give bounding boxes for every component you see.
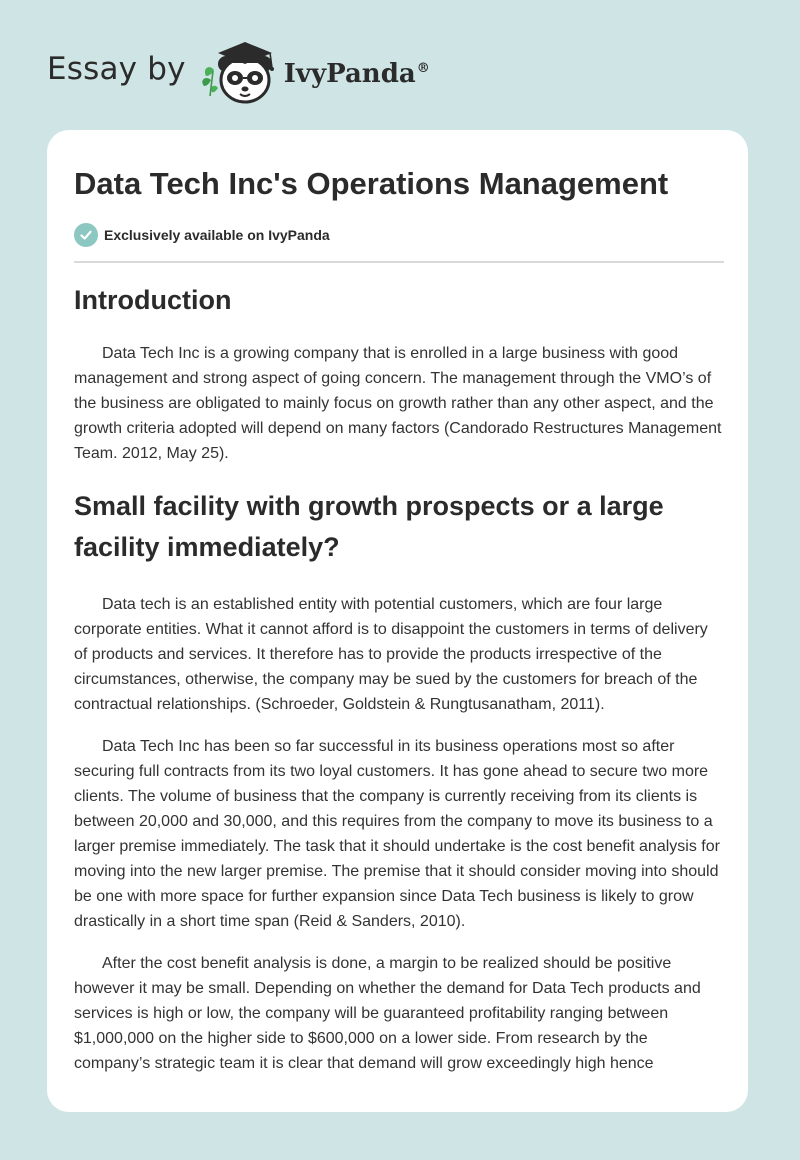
check-icon	[74, 223, 98, 247]
brand-prefix: Essay by	[47, 51, 186, 87]
essay-body	[74, 280, 724, 1076]
exclusive-badge	[74, 222, 330, 248]
exclusive-label: Exclusively available on IvyPanda	[104, 227, 330, 243]
essay-card	[47, 130, 748, 1112]
title-divider	[74, 261, 724, 263]
paragraph: Data Tech Inc is a growing company that is enrolled in a large business with good management and strong aspect of going concern. The management through the VMO’s of the business are obligated to mainly focus on growth rather than any other aspect, and the growth criteria adopted will depend on many factors (Candorado Restructures Management Team. 2012, May 25).	[74, 345, 722, 462]
section-heading: Small facility with growth prospects or a large facility immediately?	[74, 491, 664, 562]
section-facility	[74, 486, 724, 1076]
registered-mark: ®	[416, 61, 430, 77]
essay-title: Data Tech Inc's Operations Management	[74, 166, 669, 201]
brand-name-text: IvyPanda	[283, 59, 416, 89]
section-introduction	[74, 280, 724, 466]
brand-name	[284, 59, 430, 89]
panda-mascot-icon	[200, 38, 290, 108]
ivypanda-logo[interactable]	[200, 38, 290, 108]
paragraph: After the cost benefit analysis is done, a margin to be realized should be positive however it may be small. Depending on whether the demand for Data Tech products and services is high or low, the company will be guaranteed profitability ranging between $1,000,000 on the higher side to $600,000 on a lower side. From research by the company’s strategic team it is clear that demand will grow exceedingly high hence	[74, 955, 701, 1072]
section-heading: Introduction	[74, 285, 232, 315]
site-header	[47, 38, 430, 108]
paragraph: Data Tech Inc has been so far successful in its business operations most so after securing full contracts from its two loyal customers. It has gone ahead to secure two more clients. The volume of business that the company is currently receiving from its clients is between 20,000 and 30,000, and this requires from the company to move its business to a larger premise immediately. The task that it should undertake is the cost benefit analysis for moving into the new larger premise. The premise that it should consider moving into should be one with more space for further expansion since Data Tech business is likely to grow drastically in a short time span (Reid & Sanders, 2010).	[74, 738, 720, 930]
paragraph: Data tech is an established entity with potential customers, which are four large corporate entities. What it cannot afford is to disappoint the customers in terms of delivery of products and services. It therefore has to provide the products irrespective of the circumstances, otherwise, the company may be sued by the customers for breach of the contractual relationships. (Schroeder, Goldstein & Rungtusanatham, 2011).	[74, 596, 708, 713]
